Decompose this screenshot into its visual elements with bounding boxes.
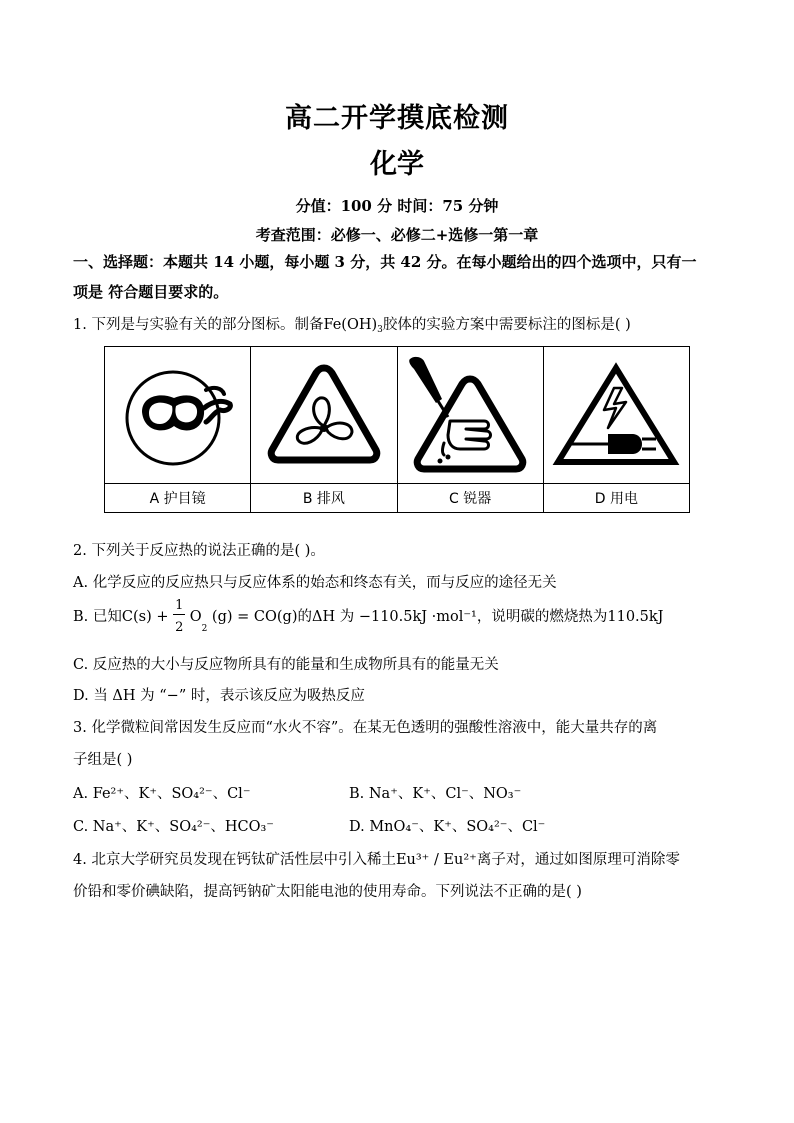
q3-option-a: A. Fe²⁺、K⁺、SO₄²⁻、Cl⁻ (73, 786, 251, 802)
q2-b-mid: O (189, 609, 202, 625)
q3-option-b: B. Na⁺、K⁺、Cl⁻、NO₃⁻ (349, 786, 522, 802)
q1-stem-sub: 3 (377, 325, 383, 335)
q1-stem-pre: 1. 下列是与实验有关的部分图标。制备Fe(OH) (73, 317, 378, 333)
q2-b-fraction (173, 598, 185, 635)
icon-cell-a (105, 347, 251, 484)
section-instructions-line2: 项是 符合题目要求的。 (73, 283, 229, 301)
icon-cell-c (397, 347, 543, 484)
q2-b-frac-bar (173, 614, 185, 615)
q1-stem-post: 胶体的实验方案中需要标注的图标是( ) (382, 317, 631, 333)
question-3-stem-line2: 子组是( ) (73, 752, 133, 768)
exam-title: 高二开学摸底检测 (285, 103, 509, 134)
icon-caption-d: D 用电 (543, 484, 689, 513)
icon-cell-b (251, 347, 397, 484)
q2-option-d: D. 当 ΔH 为 “−” 时，表示该反应为吸热反应 (73, 688, 365, 704)
icon-cell-d (543, 347, 689, 484)
q3-option-d: D. MnO₄⁻、K⁺、SO₄²⁻、Cl⁻ (349, 819, 546, 835)
fan-icon (264, 360, 384, 470)
question-1-stem (73, 315, 723, 340)
goggles-icon (118, 360, 238, 470)
question-4-stem-line2: 价铅和零价碘缺陷，提高钙钠矿太阳能电池的使用寿命。下列说法不正确的是( ) (73, 884, 582, 900)
q2-option-a: A. 化学反应的反应热只与反应体系的始态和终态有关，而与反应的途径无关 (73, 575, 557, 591)
icon-caption-c: C 锐器 (397, 484, 543, 513)
q3-option-c: C. Na⁺、K⁺、SO₄²⁻、HCO₃⁻ (73, 819, 274, 835)
q2-b-frac-num: 1 (175, 598, 184, 613)
exam-scope: 考查范围：必修一、必修二+选修一第一章 (255, 226, 539, 244)
q2-option-b (73, 598, 723, 640)
section-instructions-line1: 一、选择题：本题共 14 小题，每小题 3 分，共 42 分。在每小题给出的四个选项中，只有一 (73, 253, 697, 271)
score-time: 分值：100 分 时间：75 分钟 (295, 197, 499, 215)
sharp-object-icon (400, 351, 540, 479)
safety-icon-table (104, 346, 690, 513)
q2-b-post: (g) = CO(g)的ΔH 为 −110.5kJ ·mol⁻¹，说明碳的燃烧热为110.5kJ (207, 609, 664, 625)
question-2-stem: 2. 下列关于反应热的说法正确的是( )。 (73, 543, 325, 559)
subject-title: 化学 (370, 149, 424, 180)
icon-caption-a: A 护目镜 (105, 484, 251, 513)
q2-option-c: C. 反应热的大小与反应物所具有的能量和生成物所具有的能量无关 (73, 657, 499, 673)
question-3-stem-line1: 3. 化学微粒间常因发生反应而“水火不容”。在某无色透明的强酸性溶液中，能大量共存的离 (73, 720, 658, 736)
question-4-stem-line1: 4. 北京大学研究员发现在钙钛矿活性层中引入稀土Eu³⁺ / Eu²⁺离子对，通过如图原理可消除零 (73, 852, 680, 868)
q2-b-sub: 2 (201, 624, 208, 634)
electric-icon (546, 360, 686, 470)
q2-b-pre: B. 已知C(s) + (73, 609, 174, 625)
q2-b-frac-den: 2 (175, 620, 184, 635)
icon-caption-b: B 排风 (251, 484, 397, 513)
